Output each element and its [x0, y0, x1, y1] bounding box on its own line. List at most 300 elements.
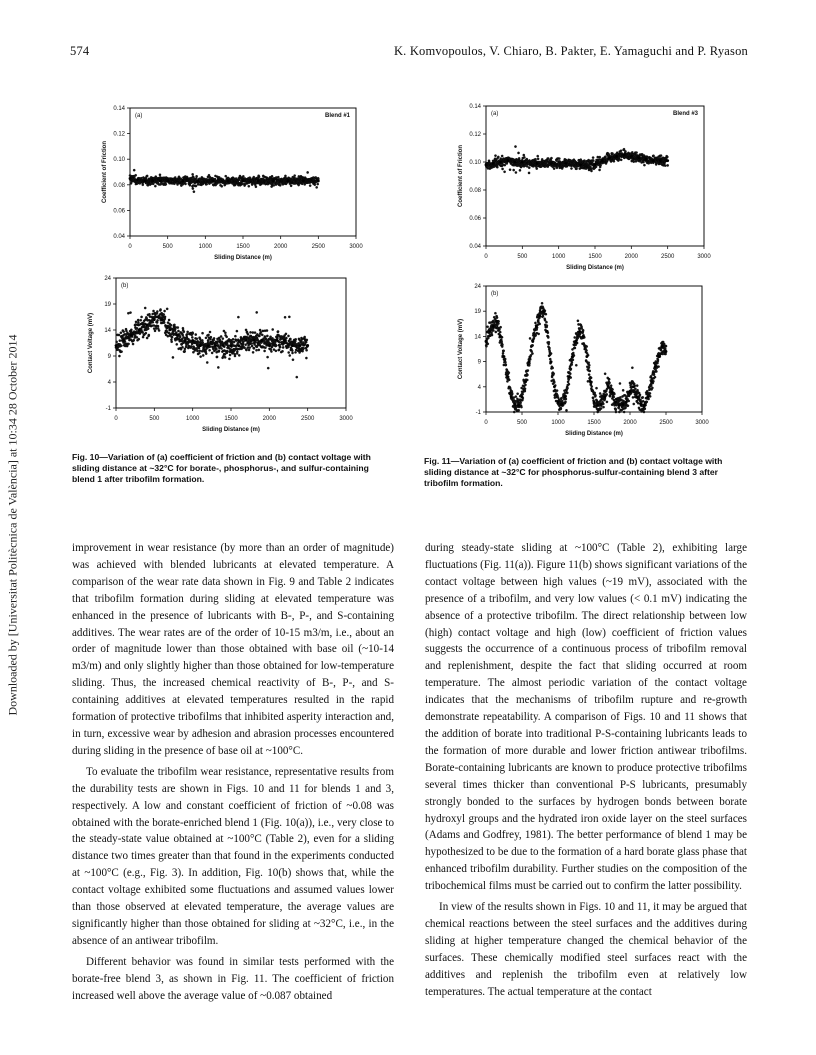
fig10a-y-tick-label: 0.04 [113, 234, 125, 240]
fig11b-data-point [623, 411, 625, 413]
fig11a-trend-point [637, 156, 640, 159]
fig11b-data-point [491, 334, 493, 336]
fig11a-data-point [496, 166, 498, 168]
fig11a-data-point [526, 158, 528, 160]
fig11a-panel-label: (a) [491, 111, 499, 117]
fig11b-data-point [571, 361, 573, 363]
fig11b-data-point [665, 345, 667, 347]
fig11a-trend-point [623, 154, 626, 157]
fig11b-data-point [531, 350, 533, 352]
fig11b-data-point [571, 363, 573, 365]
fig10b-data-point [145, 332, 147, 334]
fig10a-y-tick-label: 0.06 [113, 208, 125, 215]
fig10b-data-point [262, 330, 264, 332]
fig10a-data-point [191, 173, 193, 175]
fig11b-data-point [524, 384, 526, 386]
fig11a-chart [432, 96, 722, 276]
fig10a-data-point [130, 182, 132, 184]
fig11b-data-point [572, 359, 574, 361]
fig11b-trend-point [499, 335, 502, 338]
fig10b-data-point [263, 350, 265, 352]
fig11a-trend-point [644, 158, 647, 161]
fig11b-data-point [632, 396, 634, 398]
fig11a-data-point [513, 169, 515, 171]
fig10b-data-point [129, 311, 131, 313]
fig11b-data-point [504, 358, 506, 360]
fig10b-data-point [222, 337, 224, 339]
fig11b-trend-point [650, 380, 653, 383]
fig11b-data-point [582, 329, 584, 331]
fig10a-data-point [258, 176, 260, 178]
fig10b-data-point [140, 316, 142, 318]
fig10b-trend-point [291, 344, 294, 347]
fig10b-data-point [304, 343, 306, 345]
fig10b-data-point [288, 316, 290, 318]
fig11b-trend-point [600, 403, 603, 406]
fig10b-data-point [275, 350, 277, 352]
fig10b-trend-point [214, 344, 217, 347]
fig10b-data-point [233, 341, 235, 343]
fig10b-trend-point [184, 339, 187, 342]
fig10b-data-point [205, 353, 207, 355]
fig10a-trend-point [136, 178, 139, 181]
fig11a-y-tick-label: 0.14 [469, 104, 481, 110]
fig10b-trend-point [199, 344, 202, 347]
fig11a-data-point [537, 155, 539, 157]
fig10b-data-point [177, 330, 179, 332]
fig11b-data-point [542, 315, 544, 317]
fig10b-data-point [171, 336, 173, 338]
fig11b-data-point [508, 372, 510, 374]
fig11a-data-point [591, 168, 593, 170]
fig11b-data-point [550, 352, 552, 354]
fig11b-data-point [591, 385, 593, 387]
fig11b-data-point [655, 370, 657, 372]
fig11b-data-point [588, 362, 590, 364]
fig11b-data-point [599, 392, 601, 394]
fig11b-data-point [520, 406, 522, 408]
fig10b-data-point [152, 313, 154, 315]
fig10b-trend-point [230, 344, 233, 347]
fig11a-y-tick-label: 0.10 [469, 160, 481, 166]
fig11b-data-point [660, 349, 662, 351]
fig11b-data-point [511, 390, 513, 392]
fig10b-data-point [220, 335, 222, 337]
fig10a-data-point [248, 185, 250, 187]
fig10b-data-point [296, 376, 298, 378]
fig11b-data-point [643, 411, 645, 413]
fig11b-data-point [602, 406, 604, 408]
fig11b-trend-point [654, 365, 657, 368]
fig10b-data-point [255, 349, 257, 351]
fig11a-data-point [635, 151, 637, 153]
fig10b-data-point [261, 334, 263, 336]
fig10b-data-point [156, 321, 158, 323]
fig11b-trend-point [618, 404, 621, 407]
fig10b-data-point [201, 350, 203, 352]
fig11b-data-point [637, 402, 639, 404]
fig10a-data-point [221, 185, 223, 187]
fig11b-trend-point [639, 403, 642, 406]
fig10b-trend-point [153, 318, 156, 321]
fig10b-data-point [278, 349, 280, 351]
fig11b-trend-point [647, 395, 650, 398]
fig10b-data-point [201, 332, 203, 334]
fig11a-trend-point [601, 159, 604, 162]
fig10b-data-point [216, 356, 218, 358]
fig10b-data-point [289, 354, 291, 356]
fig10b-data-point [184, 350, 186, 352]
fig10b-x-tick-label: 0 [114, 416, 118, 422]
fig10b-data-point [224, 332, 226, 334]
fig10b-data-point [144, 307, 146, 309]
right-paragraph-1: during steady-state sliding at ~100°C (Table 2), exhibiting large fluctuations (Fig. 11(a)). Figure 11(b) shows significant variations of the contact voltage between high values (~19 mV), associated with the presence of a tribofilm, and very low values (< 0.1 mV) indicating the absence of a protective tribofilm. The direct relationship between low (high) contact voltage and high (low) coefficient of friction values suggests the occurrence of a continuous process of tribofilm removal and replenishment, despite the fact that sliding occurred at room temperature. The almost periodic variation of the contact voltage indicates that the mechanisms of tribofilm rupture and re-growth demonstrate repeatability. A comparison of Figs. 10 and 11 shows that the addition of borate into traditional P-S-containing lubricants leads to the formation of more durable and lower friction antiwear tribofilms. Borate-containing lubricants are known to produce protective tribofilms several times thicker than conventional P-S lubricants, presumably strongly bonded to the surfaces by hydrogen bonds between borate hydroxyl groups and the hydrated iron oxide layer on the steel surfaces (Adams and Godfrey, 1981). The better performance of blend 1 may be hypothesized to be due to the formation of a hard borate glass phase that enhanced tribofilm durability. Further studies on the composition of the tribochemical films must be carried out to confirm the latter possibility. [425, 542, 747, 893]
fig11a-y-tick-label: 0.06 [469, 216, 481, 222]
fig11b-trend-point [603, 395, 606, 398]
fig11b-data-point [501, 344, 503, 346]
fig10b-data-point [248, 349, 250, 351]
left-paragraph-3: Different behavior was found in similar tests performed with the borate-free blend 3, as shown in Fig. 11. The coefficient of friction increased well above the average value of ~0.087 obtained [72, 955, 394, 1002]
fig10b-data-point [237, 316, 239, 318]
fig10a-trend-point [317, 180, 320, 183]
fig10a-data-point [133, 169, 135, 171]
fig11b-data-point [589, 370, 591, 372]
fig10b-data-point [281, 350, 283, 352]
fig10b-data-point [210, 336, 212, 338]
fig11a-series [485, 145, 669, 174]
fig11b-data-point [519, 402, 521, 404]
fig10b-data-point [198, 352, 200, 354]
fig10a-trend-point [287, 180, 290, 183]
fig10b-data-point [153, 328, 155, 330]
fig11a-data-point [620, 159, 622, 161]
fig10b-trend-point [115, 344, 118, 347]
fig11b-data-point [534, 322, 536, 324]
fig10b-data-point [120, 332, 122, 334]
fig11b-data-point [618, 411, 620, 413]
fig11a-x-tick-label: 0 [484, 254, 488, 260]
fig10b-data-point [294, 351, 296, 353]
fig10b-data-point [137, 319, 139, 321]
fig11b-trend-point [665, 350, 668, 353]
fig11b-trend-point [585, 355, 588, 358]
fig11b-data-point [508, 379, 510, 381]
fig10a-trend-point [211, 180, 214, 183]
fig10b-data-point [120, 351, 122, 353]
right-paragraph-2: In view of the results shown in Figs. 10 and 11, it may be argued that chemical reactions between the steel surfaces and the additives during sliding at higher temperature changed the chemical behavior of the surfaces. These chemically modified steel surfaces react with the additives and replenish the tribofilm even at relatively low temperatures. The actual temperature at the contact [425, 901, 747, 998]
fig10b-data-point [182, 334, 184, 336]
fig10b-trend-point [176, 334, 179, 337]
fig11b-trend-point [614, 401, 617, 404]
fig10b-data-point [306, 339, 308, 341]
fig10b-data-point [238, 354, 240, 356]
fig10a-y-tick-label: 0.10 [113, 157, 125, 164]
fig10b-data-point [196, 338, 198, 340]
fig11b-data-point [502, 350, 504, 352]
fig10b-data-point [305, 341, 307, 343]
fig11b-trend-point [629, 390, 632, 393]
fig11a-legend: Blend #3 [672, 111, 698, 117]
fig11b-data-point [604, 373, 606, 375]
fig11b-data-point [606, 401, 608, 403]
fig10a-data-point [195, 177, 197, 179]
fig10b-x-tick-label: 1500 [224, 416, 238, 422]
fig10b-data-point [264, 347, 266, 349]
fig10b-data-point [220, 347, 222, 349]
fig11a-data-point [667, 164, 669, 166]
fig11b-data-point [592, 397, 594, 399]
fig10b-trend-point [222, 344, 225, 347]
fig10b-data-point [198, 347, 200, 349]
fig11b-data-point [517, 409, 519, 411]
fig11a-x-tick-label: 3000 [697, 254, 711, 260]
fig10b-data-point [195, 333, 197, 335]
fig10b-x-tick-label: 2000 [262, 416, 277, 422]
fig11a-xlabel: Sliding Distance (m) [566, 265, 624, 271]
fig10b-data-point [304, 336, 306, 338]
fig10b-data-point [142, 331, 144, 333]
fig11b-data-point [513, 411, 515, 413]
fig11a-data-point [523, 154, 525, 156]
fig10b-data-point [228, 358, 230, 360]
fig10b-data-point [269, 336, 271, 338]
fig11a-x-tick-label: 1500 [588, 254, 602, 260]
fig11b-data-point [553, 381, 555, 383]
fig11b-trend-point [567, 375, 570, 378]
fig11b-data-point [594, 394, 596, 396]
fig10b-data-point [288, 351, 290, 353]
fig10b-data-point [244, 344, 246, 346]
fig11b-trend-point [578, 330, 581, 333]
fig11b-data-point [649, 392, 651, 394]
fig11a-trend-point [579, 163, 582, 166]
fig11b-data-point [650, 385, 652, 387]
fig10b-chart [78, 270, 368, 440]
fig10b-data-point [305, 357, 307, 359]
fig11b-data-point [570, 368, 572, 370]
fig10b-data-point [156, 319, 158, 321]
fig10b-data-point [205, 337, 207, 339]
fig10b-data-point [252, 331, 254, 333]
fig10a-data-point [271, 175, 273, 177]
fig10a-chart [78, 96, 368, 266]
fig11b-series [485, 302, 668, 413]
fig10a-x-tick-label: 2500 [311, 244, 326, 250]
running-head: K. Komvopoulos, V. Chiaro, B. Pakter, E. Yamaguchi and P. Ryason [393, 44, 748, 58]
fig10b-data-point [226, 336, 228, 338]
fig10b-data-point [219, 339, 221, 341]
fig11b-y-tick-label: -1 [475, 410, 481, 416]
fig11b-trend-point [492, 325, 495, 328]
fig11b-data-point [538, 333, 540, 335]
fig10a-trend-point [166, 180, 169, 183]
fig10a-data-point [206, 183, 208, 185]
fig10a-y-tick-label: 0.14 [113, 106, 125, 112]
fig11a-trend-point [666, 159, 669, 162]
fig10b-data-point [278, 341, 280, 343]
fig10b-data-point [168, 319, 170, 321]
fig10a-data-point [307, 171, 309, 173]
fig11b-data-point [544, 319, 546, 321]
fig10a-trend-point [181, 180, 184, 183]
fig10a-y-tick-label: 0.08 [113, 182, 125, 189]
fig11b-data-point [541, 302, 543, 304]
fig10b-trend-point [130, 334, 133, 337]
fig11b-data-point [511, 392, 513, 394]
fig10b-data-point [170, 324, 172, 326]
fig11b-data-point [487, 343, 489, 345]
fig10b-data-point [259, 329, 261, 331]
fig11b-data-point [653, 374, 655, 376]
fig11-caption: Fig. 11—Variation of (a) coefficient of friction and (b) contact voltage with sliding distance at ~32°C for phosphorus-sulfur-containing blend 3 after tribofilm formation. [424, 456, 723, 488]
fig10b-data-point [196, 350, 198, 352]
fig10b-data-point [217, 366, 219, 368]
fig10b-data-point [127, 343, 129, 345]
fig11b-data-point [560, 397, 562, 399]
fig10a-xlabel: Sliding Distance (m) [214, 255, 272, 261]
fig10-caption: Fig. 10—Variation of (a) coefficient of friction and (b) contact voltage with sliding distance at ~32°C for borate-, phosphorus-, and sulfur-containing blend 1 after tribofilm formation. [72, 452, 371, 484]
fig11a-trend-point [506, 159, 509, 162]
fig11a-data-point [515, 171, 517, 173]
fig10a-legend: Blend #1 [324, 113, 350, 119]
fig11b-data-point [515, 395, 517, 397]
fig10b-data-point [245, 349, 247, 351]
fig10a-data-point [192, 187, 194, 189]
fig11b-data-point [553, 373, 555, 375]
fig11a-data-point [592, 156, 594, 158]
left-paragraph-2: To evaluate the tribofilm wear resistance, representative results from the durability tests are shown in Figs. 10 and 11 for blends 1 and 3, respectively. A low and constant coefficient of friction of ~0.08 was obtained with the borate-enriched blend 1 (Fig. 10(a)), i.e., very close to the steady-state value obtained at ~100°C (Table 2), even for a sliding distance two times greater than that found in the experiments conducted at ~100°C (e.g., Fig. 3). In addition, Fig. 10(b) shows that, while the contact voltage exhibited some fluctuations and assumed values lower than those observed at elevated temperature, the average values are significantly higher than those obtained for sliding at ~32°C, i.e., in the absence of an antiwear tribofilm. [72, 765, 394, 947]
fig10b-data-point [176, 343, 178, 345]
fig11b-data-point [633, 403, 635, 405]
fig11b-data-point [505, 364, 507, 366]
fig11a-trend-point [492, 162, 495, 165]
fig11b-data-point [502, 352, 504, 354]
fig11a-data-point [635, 160, 637, 162]
fig10b-data-point [172, 356, 174, 358]
fig10b-data-point [275, 345, 277, 347]
fig10b-data-point [270, 343, 272, 345]
fig11b-data-point [567, 381, 569, 383]
fig11b-trend-point [575, 340, 578, 343]
page-number: 574 [70, 44, 90, 58]
fig11b-data-point [615, 411, 617, 413]
fig10a-frame [130, 108, 356, 236]
fig11b-y-tick-label: 14 [474, 334, 481, 341]
fig11b-trend-point [528, 360, 531, 363]
left-paragraph-1: improvement in wear resistance (by more than an order of magnitude) was achieved with blended lubricants at elevated temperature. A comparison of the wear rate data shown in Fig. 9 and Table 2 indicates that tribofilm formation during sliding at elevated temperature was enhanced in the presence of lubricants with B-, P-, and S-containing additives. The wear rates are of the order of 10-15 m3/m, i.e., about an order of magnitude lower than those obtained with base oil (~10-14 m3/m) and only slightly higher than those obtained for low-temperature sliding. Thus, the increased chemical reactivity of B-, P-, and S-containing additives at elevated temperatures resulted in the rapid formation of protective tribofilms that inhibited asperity interaction and, in turn, excessive wear by adhesion and abrasion processes encountered during sliding in the presence of base oil at ~100°C. [72, 542, 394, 757]
fig10b-data-point [258, 349, 260, 351]
fig10b-data-point [249, 331, 251, 333]
fig10a-data-point [273, 184, 275, 186]
fig11b-data-point [509, 387, 511, 389]
fig11b-data-point [619, 396, 621, 398]
fig11b-data-point [654, 376, 656, 378]
fig10b-data-point [292, 359, 294, 361]
fig10b-data-point [201, 339, 203, 341]
fig11b-data-point [529, 337, 531, 339]
fig11b-data-point [639, 394, 641, 396]
left-text-column [72, 540, 394, 1004]
fig10b-data-point [146, 337, 148, 339]
fig10b-data-point [163, 321, 165, 323]
fig10b-data-point [132, 343, 134, 345]
fig11a-data-point [558, 157, 560, 159]
fig11b-data-point [600, 407, 602, 409]
fig11b-data-point [657, 359, 659, 361]
fig11a-data-point [523, 156, 525, 158]
fig11b-data-point [588, 373, 590, 375]
fig10b-data-point [266, 356, 268, 358]
fig11a-trend-point [499, 161, 502, 164]
fig10b-data-point [285, 337, 287, 339]
fig10b-data-point [152, 310, 154, 312]
fig11a-data-point [519, 169, 521, 171]
fig10b-data-point [183, 331, 185, 333]
fig10b-data-point [148, 313, 150, 315]
fig10a-data-point [290, 185, 292, 187]
fig10b-data-point [251, 342, 253, 344]
fig10a-data-point [189, 184, 191, 186]
fig11b-trend-point [643, 404, 646, 407]
fig11b-trend-point [549, 360, 552, 363]
fig11a-data-point [528, 167, 530, 169]
fig11b-data-point [547, 336, 549, 338]
fig11b-trend-point [589, 380, 592, 383]
fig11b-trend-point [510, 395, 513, 398]
fig10b-data-point [202, 354, 204, 356]
fig10b-data-point [277, 330, 279, 332]
fig11b-trend-point [535, 325, 538, 328]
fig10b-data-point [191, 343, 193, 345]
fig10b-data-point [148, 334, 150, 336]
fig10b-trend-point [191, 339, 194, 342]
fig11b-data-point [618, 407, 620, 409]
fig10b-data-point [226, 350, 228, 352]
fig11b-x-tick-label: 0 [484, 420, 488, 426]
fig11b-data-point [608, 378, 610, 380]
fig10a-data-point [309, 185, 311, 187]
fig11b-data-point [588, 364, 590, 366]
fig11b-trend-point [607, 385, 610, 388]
fig10b-data-point [207, 339, 209, 341]
fig11b-data-point [566, 392, 568, 394]
fig10b-data-point [232, 338, 234, 340]
fig11b-data-point [615, 409, 617, 411]
fig10b-data-point [258, 335, 260, 337]
fig10b-x-tick-label: 2500 [300, 416, 315, 422]
fig10b-y-tick-label: 19 [104, 302, 111, 308]
fig10b-data-point [152, 321, 154, 323]
fig11b-data-point [564, 401, 566, 403]
fig10b-trend-point [276, 339, 279, 342]
fig11b-trend-point [582, 335, 585, 338]
fig11b-chart [432, 278, 722, 440]
fig11a-trend-point [514, 161, 517, 164]
fig11b-trend-point [503, 355, 506, 358]
fig11b-data-point [545, 321, 547, 323]
fig10a-x-tick-label: 2000 [273, 244, 288, 250]
fig10b-data-point [295, 338, 297, 340]
fig11a-y-tick-label: 0.12 [469, 132, 481, 138]
fig11b-data-point [644, 408, 646, 410]
fig11b-data-point [588, 367, 590, 369]
fig10b-trend-point [245, 339, 248, 342]
fig11b-data-point [569, 373, 571, 375]
fig11b-data-point [492, 329, 494, 331]
fig11b-data-point [595, 387, 597, 389]
fig10b-trend-point [161, 318, 164, 321]
fig10b-y-tick-label: 4 [107, 380, 111, 386]
